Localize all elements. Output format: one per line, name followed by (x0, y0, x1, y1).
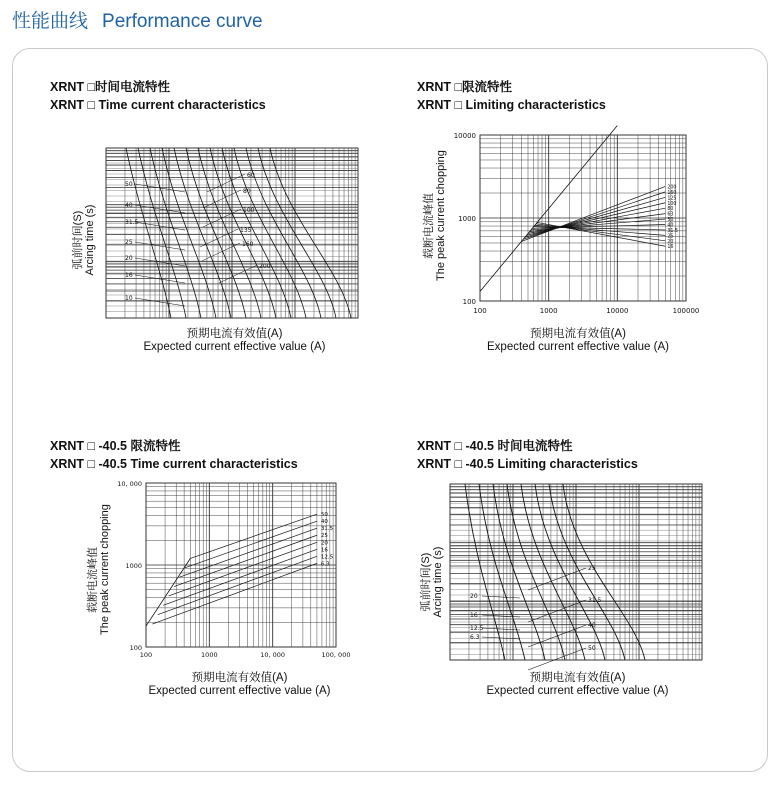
chart4-curve (479, 484, 525, 660)
chart1-curve-label: 135 (240, 227, 252, 234)
chart2-xlabel-en: Expected current effective value (A) (487, 341, 669, 353)
chart4-curve-label: 16 (470, 612, 478, 619)
chart2-ylabel-cn: 载断电流峰值 (423, 193, 435, 259)
chart3-x-tick: 1000 (201, 651, 218, 659)
chart3-y-tick: 1000 (125, 562, 142, 570)
chart3-series-label: 12.5 (320, 554, 334, 561)
chart4-ylabel-en: Arcing time (s) (432, 546, 444, 618)
chart2-y-tick: 1000 (458, 215, 476, 223)
chart1-curve-label: 50 (125, 181, 133, 188)
chart3-x-tick: 10, 000 (260, 651, 286, 659)
chart1-xlabel-en: Expected current effective value (A) (143, 341, 326, 353)
chart1-curve-label: 200 (259, 263, 271, 270)
chart4-leader (482, 596, 520, 598)
chart3-series-label: 31.5 (320, 526, 334, 533)
chart3-xlabel-cn: 预期电流有效值(A) (191, 672, 288, 684)
chart2-title-cn: XRNT □限流特性 (417, 80, 513, 94)
chart1-curve-label: 31.5 (125, 219, 139, 226)
chart2-x-tick: 100000 (672, 307, 700, 315)
chart2-series-label: 160 (667, 190, 677, 196)
chart2-x-tick: 1000 (539, 307, 558, 315)
chart1-curve-label: 16 (125, 272, 133, 279)
chart4-leader (482, 628, 520, 630)
chart1-title-en: XRNT □ Time current characteristics (50, 98, 266, 112)
chart3-series-label: 25 (320, 533, 328, 540)
chart2-y-tick: 100 (462, 298, 476, 306)
chart3-xlabel-en: Expected current effective value (A) (148, 685, 331, 697)
chart2-series-label: 20 (667, 239, 674, 245)
chart3-title-en: XRNT □ -40.5 Time current characteristics (50, 457, 298, 471)
chart3-y-tick: 100 (129, 644, 142, 652)
chart3-series-label: 16 (320, 547, 328, 554)
chart4-ylabel (420, 527, 444, 637)
chart1-curve-label: 40 (125, 202, 133, 209)
chart2-series-label: 31.5 (667, 228, 679, 234)
chart1-title-cn: XRNT □时间电流特性 (50, 80, 171, 94)
chart2-series-label: 125 (667, 196, 677, 202)
chart4-curve-label: 12.5 (470, 625, 484, 632)
chart4-curve (507, 484, 565, 660)
chart1-ylabel-cn: 弧前时间(S) (72, 210, 84, 270)
chart4-curve-label: 20 (470, 593, 478, 600)
chart2-xlabel-cn: 预期电流有效值(A) (530, 328, 626, 340)
chart2-y-tick: 10000 (453, 132, 476, 140)
chart2-title-en: XRNT □ Limiting characteristics (417, 98, 606, 112)
chart4-curve-label: 31.5 (588, 597, 602, 604)
chart3-series-label: 6.3 (320, 561, 330, 568)
chart1-curve-label: 80 (243, 188, 251, 195)
chart4-curve (493, 484, 545, 660)
chart4-leader (482, 637, 520, 639)
chart1-curve-label: 10 (125, 295, 133, 302)
chart2-ylabel-en: The peak current chopping (435, 150, 447, 281)
chart3-series-label: 50 (320, 512, 328, 519)
chart4-title-en: XRNT □ -40.5 Limiting characteristics (417, 457, 638, 471)
chart4-curve (549, 484, 625, 660)
chart2-series-label: 40 (667, 223, 674, 229)
chart4-curve-label: 6.3 (470, 634, 480, 641)
page-title-en: Performance curve (102, 11, 263, 32)
chart2-series-label: 100 (667, 201, 677, 207)
chart2-series-label: 25 (667, 234, 674, 240)
chart1-xlabel-cn: 预期电流有效值(A) (186, 328, 283, 340)
chart3-x-tick: 100 (139, 651, 153, 659)
chart3-ylabel-cn: 载断电流峰值 (87, 547, 99, 613)
chart4-ylabel-cn: 弧前时间(S) (420, 552, 432, 612)
chart1-curve-label: 100 (243, 207, 255, 214)
chart3-ylabel-en: The peak current chopping (99, 504, 111, 635)
chart1-ylabel-en: Arcing time (s) (84, 204, 96, 276)
chart4-xlabel-cn: 预期电流有效值(A) (529, 672, 626, 684)
chart4-curve-label: 50 (588, 645, 596, 652)
chart1-curve-label: 20 (125, 255, 133, 262)
chart3-y-tick: 10, 000 (117, 480, 142, 488)
chart4-xlabel (455, 672, 700, 698)
chart4-title-cn: XRNT □ -40.5 时间电流特性 (417, 439, 573, 453)
chart2-series-label: 63 (667, 212, 674, 218)
chart2-series-label: 50 (667, 218, 674, 224)
chart3-series-label: 40 (320, 519, 328, 526)
chart3-series-label: 20 (320, 540, 328, 547)
chart1-curve-label: 25 (125, 239, 133, 246)
page-title-cn: 性能曲线 (12, 11, 89, 32)
chart2-x-tick: 100 (473, 307, 487, 315)
chart2-series-label: 16 (667, 245, 674, 251)
chart1-curve-label: 60 (247, 172, 255, 179)
chart4-curve-label: 25 (588, 565, 596, 572)
chart1-curve-label: 160 (242, 241, 254, 248)
chart2-series-label: 80 (667, 207, 674, 213)
chart2-x-tick: 10000 (606, 307, 629, 315)
chart3-title-cn: XRNT □ -40.5 限流特性 (50, 439, 181, 453)
chart4-curve-label: 40 (588, 622, 596, 629)
chart3-x-tick: 100, 000 (321, 651, 351, 659)
chart2-series-label: 200 (667, 185, 677, 191)
chart4-xlabel-en: Expected current effective value (A) (486, 685, 669, 697)
